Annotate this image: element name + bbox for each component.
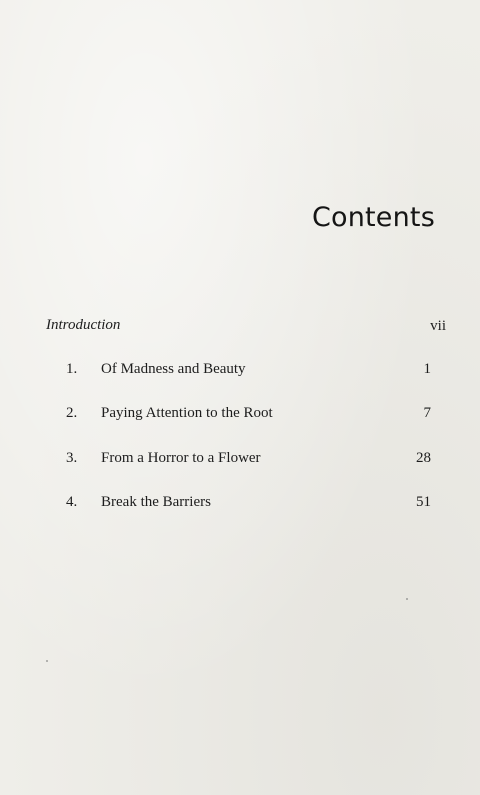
chapter-number: 2. xyxy=(66,405,78,421)
chapter-page: 7 xyxy=(423,405,431,421)
chapter-number: 1. xyxy=(66,361,78,377)
chapter-title: Of Madness and Beauty xyxy=(101,361,246,377)
chapter-page: 51 xyxy=(416,494,431,510)
chapter-number: 4. xyxy=(66,494,78,510)
paper-speck xyxy=(406,598,408,600)
toc-entry-label: Introduction xyxy=(46,317,121,333)
paper-speck xyxy=(46,660,48,662)
page-title: Contents xyxy=(311,202,435,233)
chapter-title: From a Horror to a Flower xyxy=(101,450,261,466)
chapter-title: Paying Attention to the Root xyxy=(101,405,273,421)
chapter-page: 1 xyxy=(423,361,431,377)
chapter-page: 28 xyxy=(416,450,431,466)
chapter-number: 3. xyxy=(66,450,78,466)
toc-entry-page: vii xyxy=(430,318,446,334)
chapter-title: Break the Barriers xyxy=(101,494,211,510)
